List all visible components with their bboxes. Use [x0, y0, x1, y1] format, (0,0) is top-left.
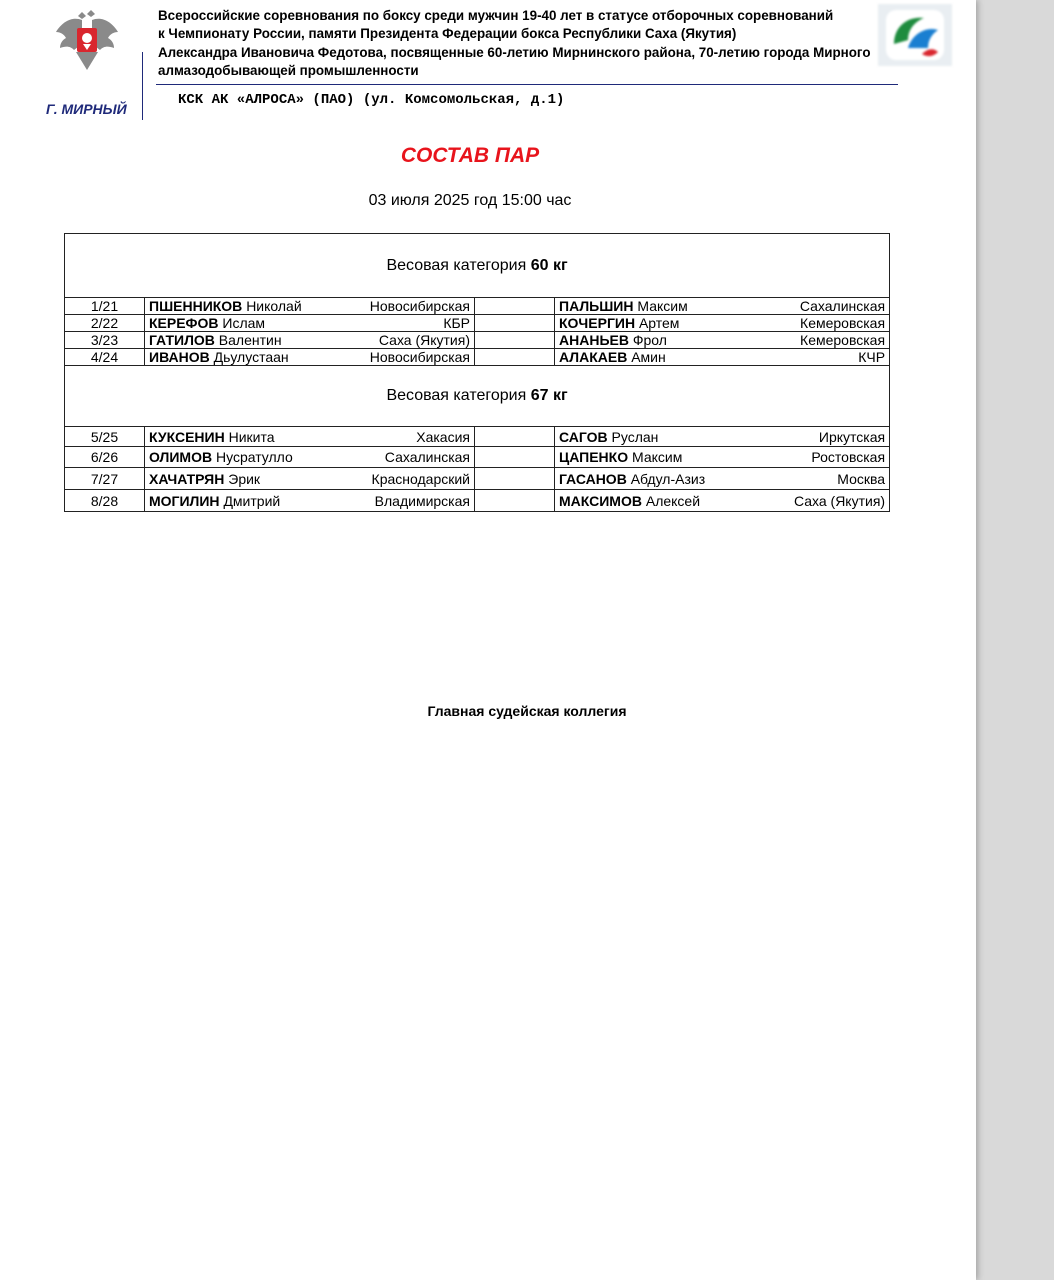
first-name: Ислам: [222, 315, 266, 331]
surname: ПШЕННИКОВ: [149, 298, 243, 314]
region-right: КЧР: [685, 349, 890, 366]
pair-gap: [475, 298, 555, 315]
first-name: Дьулустаан: [213, 349, 289, 365]
surname: МАКСИМОВ: [559, 492, 642, 509]
surname: ОЛИМОВ: [149, 449, 213, 465]
fighter-right: [555, 427, 685, 447]
pair-gap: [475, 427, 555, 447]
city-label: Г. МИРНЫЙ: [46, 101, 127, 117]
table-row: [65, 490, 890, 512]
fighter-left: [145, 490, 295, 512]
region-right: Кемеровская: [685, 332, 890, 349]
pair-gap: [475, 490, 555, 512]
table-row: [65, 349, 890, 366]
surname: МОГИЛИН: [149, 492, 220, 509]
table-row: [65, 298, 890, 315]
category-header: [65, 366, 890, 427]
region-right: Иркутская: [685, 427, 890, 447]
first-name: Максим: [637, 298, 688, 314]
category-value: 67 кг: [530, 387, 568, 404]
pair-number: 6/26: [65, 447, 145, 468]
first-name: Никита: [228, 428, 275, 445]
first-name: Фрол: [632, 332, 667, 348]
surname: КУКСЕНИН: [149, 428, 225, 445]
table-row: [65, 315, 890, 332]
pair-number: 4/24: [65, 349, 145, 366]
region-left: КБР: [295, 315, 475, 332]
region-right: Сахалинская: [685, 298, 890, 315]
document-title: СОСТАВ ПАР: [400, 144, 540, 167]
region-left: Новосибирская: [295, 349, 475, 366]
pair-gap: [475, 332, 555, 349]
pairs-table: [64, 233, 890, 512]
pair-number: 2/22: [65, 315, 145, 332]
surname: ПАЛЬШИН: [559, 298, 634, 314]
fighter-left: [145, 315, 295, 332]
fighter-left: [145, 427, 295, 447]
competition-title: [158, 7, 888, 81]
surname: АЛАКАЕВ: [559, 349, 628, 365]
federation-logo-icon: [878, 4, 952, 66]
first-name: Руслан: [611, 428, 659, 445]
pair-number: 8/28: [65, 490, 145, 512]
region-right: Саха (Якутия): [685, 490, 890, 512]
category-header: [65, 234, 890, 298]
pair-gap: [475, 447, 555, 468]
category-label: Весовая категория: [386, 256, 527, 274]
title-line: Александра Ивановича Федотова, посвященные 60-летию Мирнинского района, 70-летию города Мирного: [158, 44, 871, 60]
table-row: [65, 332, 890, 349]
surname: ГАТИЛОВ: [149, 332, 215, 348]
pair-number: 7/27: [65, 468, 145, 490]
surname: ХАЧАТРЯН: [149, 470, 225, 487]
region-left: Хакасия: [295, 427, 475, 447]
category-value: 60 кг: [530, 256, 568, 274]
first-name: Дмитрий: [223, 492, 281, 509]
surname: ИВАНОВ: [149, 349, 210, 365]
table-row: [65, 447, 890, 468]
fighter-left: [145, 468, 295, 490]
fighter-left: [145, 349, 295, 366]
fighter-right: [555, 447, 685, 468]
first-name: Эрик: [228, 470, 261, 487]
category-header-row: [65, 234, 890, 298]
pair-number: 1/21: [65, 298, 145, 315]
title-line: Всероссийские соревнования по боксу среди мужчин 19-40 лет в статусе отборочных соревнований: [158, 8, 834, 23]
fighter-left: [145, 447, 295, 468]
title-line: к Чемпионату России, памяти Президента Федерации бокса Республики Саха (Якутия): [158, 26, 737, 42]
fighter-right: [555, 490, 701, 512]
eagle-emblem-icon: [52, 8, 122, 74]
category-header-row: [65, 366, 890, 427]
first-name: Артем: [638, 315, 680, 331]
fighter-right: [555, 349, 685, 366]
surname: САГОВ: [559, 428, 608, 445]
pair-number: 5/25: [65, 427, 145, 447]
first-name: Максим: [632, 449, 683, 465]
table-row: [65, 427, 890, 447]
surname: ЦАПЕНКО: [559, 449, 629, 465]
event-date: 03 июля 2025 год 15:00 час: [368, 192, 572, 209]
fighter-right: [555, 332, 685, 349]
surname: КОЧЕРГИН: [559, 315, 636, 331]
table-row: [65, 468, 890, 490]
surname: АНАНЬЕВ: [559, 332, 629, 348]
pair-gap: [475, 315, 555, 332]
fighter-right: [555, 468, 706, 490]
region-right: Кемеровская: [685, 315, 890, 332]
region-left: Саха (Якутия): [295, 332, 475, 349]
pair-number: 3/23: [65, 332, 145, 349]
pair-gap: [475, 468, 555, 490]
first-name: Николай: [246, 298, 302, 314]
title-line: алмазодобывающей промышленности: [158, 63, 419, 79]
header-vertical-divider: [142, 52, 143, 120]
fighter-left: [145, 298, 302, 315]
first-name: Валентин: [218, 332, 282, 348]
region-right: Москва: [685, 468, 890, 490]
pair-gap: [475, 349, 555, 366]
region-left: Владимирская: [295, 490, 475, 512]
surname: КЕРЕФОВ: [149, 315, 219, 331]
first-name: Нусратулло: [215, 449, 293, 465]
category-label: Весовая категория: [386, 387, 527, 404]
first-name: Абдул-Азиз: [630, 470, 706, 487]
surname: ГАСАНОВ: [559, 470, 627, 487]
chief-jury-label: Главная судейская коллегия: [427, 703, 627, 719]
venue-address: КСК АК «АЛРОСА» (ПАО) (ул. Комсомольская, д.1): [178, 92, 565, 108]
first-name: Амин: [631, 349, 666, 365]
region-left: Новосибирская: [295, 298, 475, 315]
fighter-left: [145, 332, 295, 349]
region-right: Ростовская: [685, 447, 890, 468]
fighter-right: [555, 298, 688, 315]
first-name: Алексей: [645, 492, 701, 509]
header-divider: [156, 84, 898, 85]
region-left: Сахалинская: [295, 447, 475, 468]
fighter-right: [555, 315, 685, 332]
region-left: Краснодарский: [295, 468, 475, 490]
